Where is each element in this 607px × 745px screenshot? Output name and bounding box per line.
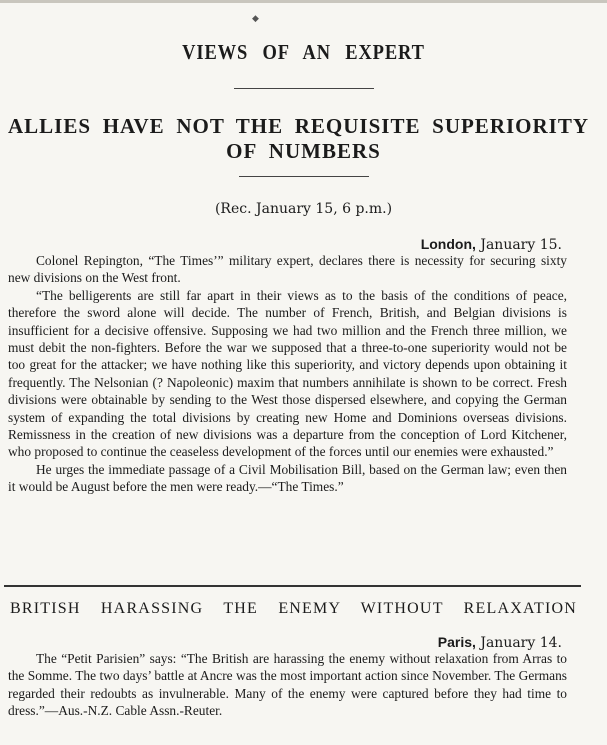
dateline-london <box>421 236 562 253</box>
dateline-date: January 14. <box>480 635 562 651</box>
paragraph: He urges the immediate passage of a Civil Mobilisation Bill, based on the German law; even then it would be August before the men were ready.—“The Times.” <box>8 461 567 495</box>
ornament-mark: ◆ <box>252 14 259 24</box>
dateline-place: London, <box>420 236 476 252</box>
top-rule <box>0 0 607 3</box>
article-body <box>8 252 567 496</box>
dateline-date: January 15. <box>480 237 562 253</box>
headline-rule <box>234 88 374 89</box>
paragraph: The “Petit Parisien” says: “The British are harassing the enemy without relaxation from Arras to the Somme. The two days’ battle at Ancre was the most important action since November. The Germans regarded their redoubts as invulnerable. Many of the enemy were captured before they had time to dress.”—Aus.-N.Z. Cable Assn.-Reuter. <box>8 651 567 719</box>
subheadline-line1: ALLIES HAVE NOT THE REQUISITE SUPERIORITY <box>8 114 589 138</box>
subheadline-line2: OF NUMBERS <box>226 139 381 163</box>
section-heading: BRITISH HARASSING THE ENEMY WITHOUT RELAXATION <box>10 600 577 617</box>
article-body <box>8 650 567 720</box>
received-line: (Rec. January 15, 6 p.m.) <box>214 201 393 217</box>
dateline-paris <box>438 634 562 651</box>
paragraph: Colonel Repington, “The Times’” military expert, declares there is necessity for securing sixty new divisions on the West front. <box>8 253 567 286</box>
paragraph: “The belligerents are still far apart in their views as to the basis of the conditions of peace, therefore the sword alone will decide. The number of French, British, and Belgian divisions is insufficient for a decisive offensive. Supposing we had two million and the French three million, we must debit the non-fighters. Before the war we supposed that a three-to-one superiority would not be too great for the attacker; we have nothing like this superiority, and victory depends upon obtaining it frequently. The Nelsonian (? Napoleonic) maxim that numbers annihilate is shown to be correct. Fresh divisions were obtainable by sending to the West those dispersed elsewhere, and copying the German system of expanding the total divisions by creating new Home and Dominions overseas divisions. Remissness in the creation of new divisions was a departure from the conception of Lord Kitchener, who proposed to continue the ceaseless development of the forces until our enemies were exhausted.” <box>8 287 567 460</box>
section-rule <box>4 585 581 587</box>
dateline-place: Paris, <box>437 634 476 650</box>
subheadline-rule <box>239 176 369 177</box>
headline: VIEWS OF AN EXPERT <box>182 40 425 64</box>
